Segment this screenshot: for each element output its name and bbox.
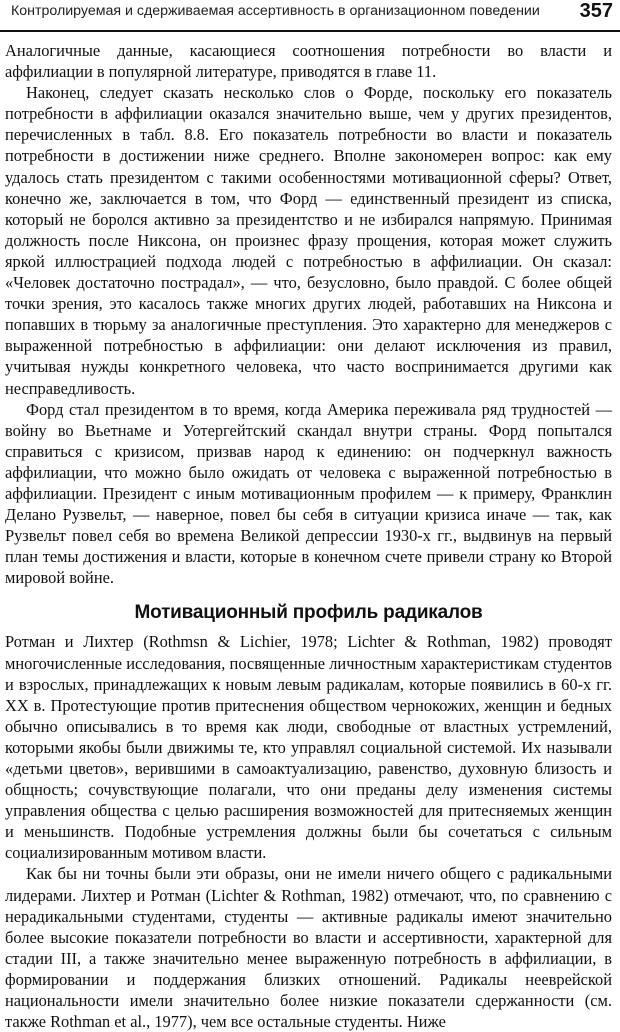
page-number: 357	[579, 0, 613, 22]
running-head	[0, 0, 620, 32]
paragraph-ford-crisis: Форд стал президентом в то время, когда Америка переживала ряд трудностей — войну во Вьетнаме и Уотергейтский скандал внутри страны. Форд попытался справиться с кризисом, призвав народ к единению: он подчеркнул важность аффилиации, что можно было ожидать от человека с выраженной потребностью в аффилиации. Президент с иным мотивационным профилем — к примеру, Франклин Делано Рузвельт, — наверное, повел бы себя в ситуации кризиса иначе — так, как Рузвельт повел себя во времена Великой депрессии 1930-х гг., выдвинув на первый план темы достижения и власти, которые в конечном счете привели страну ко Второй мировой войне.	[5, 399, 612, 588]
paragraph-ford-affiliation: Наконец, следует сказать несколько слов о Форде, поскольку его показатель потребности в аффилиации оказался значительно выше, чем у других президентов, перечисленных в табл. 8.8. Его показатель потребности во власти и показатель потребности в достижении ниже среднего. Вполне закономерен вопрос: как ему удалось стать президентом с такими особенностями мотивационной сферы? Ответ, конечно же, заключается в том, что Форд — единственный президент из списка, который не боролся активно за президентство и не избирался напрямую. Принимая должность после Никсона, он произнес фразу прощения, которая может служить яркой иллюстрацией подхода людей с потребностью в аффилиации. Он сказал: «Человек достаточно пострадал», — что, безусловно, было правдой. С более общей точки зрения, это касалось также многих других людей, работавших на Никсона и попавших в тюрьму за аналогичные преступления. Это характерно для менеджеров с выраженной потребностью в аффилиации: они делают исключения из правил, учитывая нужды конкретного человека, что часто воспринимается другими как несправедливость.	[5, 83, 612, 398]
paragraph-radical-leaders: Как бы ни точны были эти образы, они не имели ничего общего с радикальными лидерами. Лихтер и Ротман (Lichter & Rothman, 1982) отмечают, что, по сравнению с нерадикальными студентами, студенты — активные радикалы имеют значительно более высокие показатели потребности во власти и ассертивности, характерной для стадии III, а также значительно менее выраженную потребность в аффилиации, в формировании и поддержания близких отношений. Радикалы нееврейской национальности имели значительно более низкие показатели сдержанности (см. также Rothman et al., 1977), чем все остальные студенты. Ниже	[5, 864, 612, 1032]
running-head-title: Контролируемая и сдерживаемая ассертивность в организационном поведении	[11, 3, 540, 19]
paragraph-affiliation-literature: Аналогичные данные, касающиеся соотношения потребности во власти и аффилиации в популярной литературе, приводятся в главе 11.	[5, 41, 612, 82]
body-text	[5, 40, 612, 1032]
paragraph-rothman-lichter: Ротман и Лихтер (Rothmsn & Lichier, 1978; Lichter & Rothman, 1982) проводят многочисленные исследования, посвященные личностным характеристикам студентов и взрослых, принадлежащих к новым левым радикалам, которые появились в 60-х гг. XX в. Протестующие против притеснения обществом чернокожих, женщин и бедных обычно описывались в то время как люди, свободные от властных устремлений, которыми якобы были движимы те, кто управлял социальной системой. Их называли «детьми цветов», верившими в самоактуализацию, равенство, духовную близость и общность; сочувствующие полагали, что они преданы делу изменения системы управления общества с целью расширения возможностей для притесняемых женщин и меньшинств. Подобные устремления должны были бы сочетаться с сильным социализированным мотивом власти.	[5, 632, 612, 863]
section-heading: Мотивационный профиль радикалов	[134, 602, 483, 624]
